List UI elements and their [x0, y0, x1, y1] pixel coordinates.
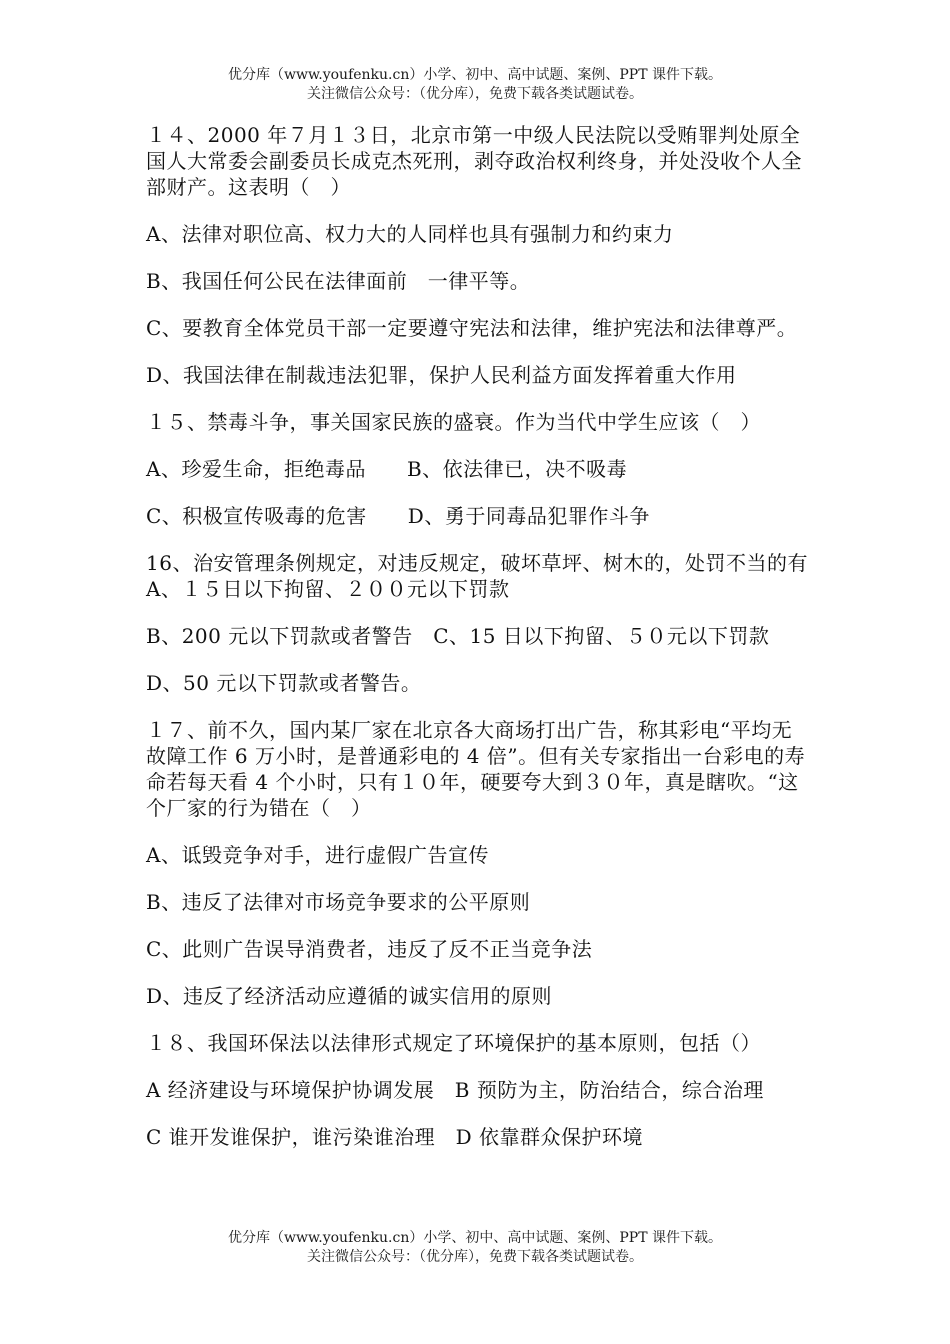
q14-option-b: B、我国任何公民在法律面前 一律平等。 — [146, 269, 531, 293]
question-18: １８、我国环保法以法律形式规定了环境保护的基本原则，包括（） — [146, 1031, 761, 1055]
header-line-2: 关注微信公众号：（优分库），免费下载各类试题试卷。 — [307, 86, 643, 102]
q17-option-d: D、违反了经济活动应遵循的诚实信用的原则 — [146, 984, 553, 1008]
q17-option-a: A、诋毁竞争对手，进行虚假广告宣传 — [146, 843, 489, 867]
header-line-1: 优分库（www.youfenku.cn）小学、初中、高中试题、案例、PPT 课件下载。 — [227, 67, 722, 83]
q14-option-c: C、要教育全体党员干部一定要遵守宪法和法律，维护宪法和法律尊严。 — [146, 316, 798, 340]
q17-option-c: C、此则广告误导消费者，违反了反不正当竞争法 — [146, 937, 593, 961]
question-16: 16、治安管理条例规定，对违反规定，破坏草坪、树木的，处罚不当的有 A、１５日以下拘留、２００元以下罚款 — [146, 551, 829, 601]
question-14: １４、2000 年７月１３日，北京市第一中级人民法院以受贿罪判处原全国人大常委会副委员长成克杰死刑，剥夺政治权利终身，并处没收个人全部财产。这表明（ ） — [146, 123, 802, 199]
q16-option-d: D、50 元以下罚款或者警告。 — [146, 671, 422, 695]
q14-option-a: A、法律对职位高、权力大的人同样也具有强制力和约束力 — [146, 222, 674, 246]
q18-options-ab: A 经济建设与环境保护协调发展 B 预防为主，防治结合，综合治理 — [146, 1078, 764, 1102]
document-body — [146, 122, 829, 1171]
question-15: １５、禁毒斗争，事关国家民族的盛衰。作为当代中学生应该（ ） — [146, 410, 761, 434]
q18-options-cd: C 谁开发谁保护，谁污染谁治理 D 依靠群众保护环境 — [146, 1125, 644, 1149]
q15-options-ab: A、珍爱生命，拒绝毒品 B、依法律已，决不吸毒 — [146, 457, 628, 481]
page-footer — [0, 1229, 950, 1267]
footer-line-2: 关注微信公众号：（优分库），免费下载各类试题试卷。 — [307, 1249, 643, 1265]
page-header — [0, 66, 950, 104]
footer-line-1: 优分库（www.youfenku.cn）小学、初中、高中试题、案例、PPT 课件下载。 — [227, 1230, 722, 1246]
question-17: １７、前不久，国内某厂家在北京各大商场打出广告，称其彩电“平均无故障工作 6 万小时，是普通彩电的 4 倍”。但有关专家指出一台彩电的寿命若每天看 4 个小时，只有１０年，硬要夸大到３０年，真是瞎吹。“这个厂家的行为错在（ ） — [146, 718, 806, 820]
q15-options-cd: C、积极宣传吸毒的危害 D、勇于同毒品犯罪作斗争 — [146, 504, 650, 528]
q14-option-d: D、我国法律在制裁违法犯罪，保护人民利益方面发挥着重大作用 — [146, 363, 737, 387]
q17-option-b: B、违反了法律对市场竞争要求的公平原则 — [146, 890, 531, 914]
q16-options-bc: B、200 元以下罚款或者警告 C、15 日以下拘留、５０元以下罚款 — [146, 624, 770, 648]
